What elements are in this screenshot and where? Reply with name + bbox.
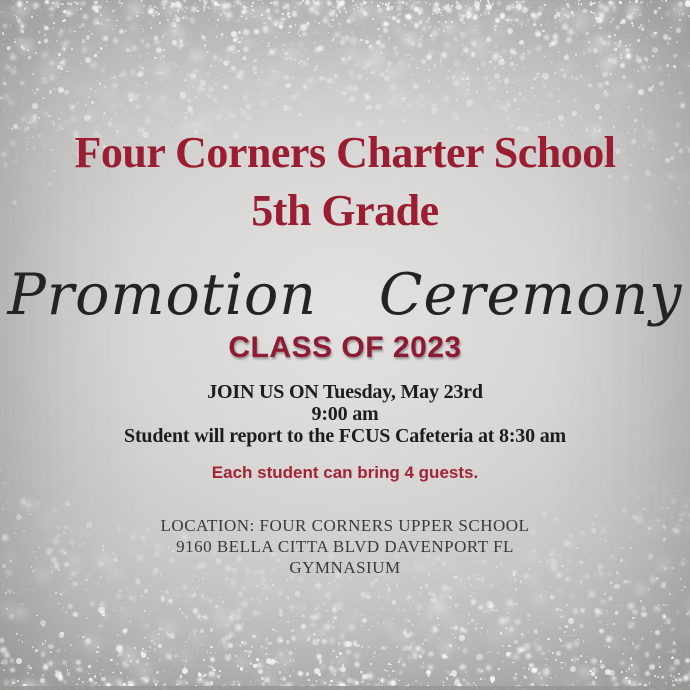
guests-line: Each student can bring 4 guests. xyxy=(211,463,479,482)
location-line2: 9160 BELLA CITTA BLVD DAVENPORT FL xyxy=(176,537,514,556)
event-details-block xyxy=(0,381,690,447)
class-of-line: CLASS OF 2023 xyxy=(228,331,462,364)
school-title-block xyxy=(0,124,690,240)
time-line: 9:00 am xyxy=(311,403,379,425)
bottom-edge-strip xyxy=(0,686,690,690)
location-block xyxy=(0,515,690,578)
event-title: Promotion Ceremony xyxy=(7,262,683,328)
school-name: Four Corners Charter School xyxy=(74,128,616,177)
join-line: JOIN US ON Tuesday, May 23rd xyxy=(207,381,483,403)
grade-line: 5th Grade xyxy=(251,186,439,235)
report-line: Student will report to the FCUS Cafeteria at 8:30 am xyxy=(124,425,566,447)
location-line1: LOCATION: FOUR CORNERS UPPER SCHOOL xyxy=(160,516,530,535)
location-line3: GYMNASIUM xyxy=(289,558,401,577)
